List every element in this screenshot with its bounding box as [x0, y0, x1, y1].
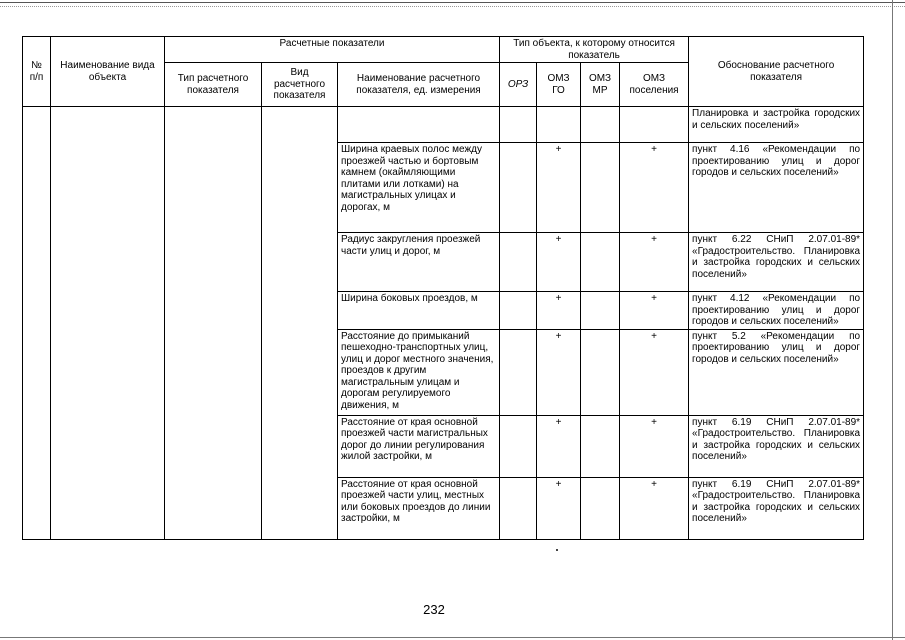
cell-omz-settlement: + [620, 292, 689, 330]
cell-orz [500, 415, 537, 477]
cell-omz-go: + [537, 415, 581, 477]
cell-omz-go: + [537, 292, 581, 330]
cell-justification: пункт 6.22 СНиП 2.07.01-89* «Градостроительство. Планировка и застройка городских и сельских поселений» [689, 233, 864, 292]
cell-orz [500, 329, 537, 415]
cell-omz-mr [581, 107, 620, 143]
cell-omz-settlement [620, 107, 689, 143]
cell-omz-mr [581, 143, 620, 233]
cell-omz-go: + [537, 233, 581, 292]
cell-orz [500, 107, 537, 143]
cell-omz-mr [581, 477, 620, 539]
cell-object-name [51, 107, 165, 540]
cell-omz-go: + [537, 329, 581, 415]
cell-calc-kind [262, 107, 338, 540]
cell-orz [500, 233, 537, 292]
cell-omz-settlement: + [620, 329, 689, 415]
cell-justification: пункт 6.19 СНиП 2.07.01-89* «Градостроительство. Планировка и застройка городских и сельских поселений» [689, 415, 864, 477]
scan-edge-top [0, 2, 905, 3]
scan-edge-right [892, 0, 893, 640]
cell-orz [500, 477, 537, 539]
cell-calc-type [165, 107, 262, 540]
header-indicator-name: Наименование расчетного показателя, ед. измерения [338, 63, 500, 107]
scan-edge-dotted [0, 6, 905, 7]
header-num: № п/п [23, 37, 51, 107]
norms-table [22, 36, 864, 540]
cell-indicator-name: Ширина боковых проездов, м [338, 292, 500, 330]
cell-indicator-name: Ширина краевых полос между проезжей частью и бортовым камнем (окаймляющими плитами или лотками) на магистральных улицах и дорогах, м [338, 143, 500, 233]
cell-orz [500, 143, 537, 233]
cell-omz-go: + [537, 477, 581, 539]
cell-omz-settlement: + [620, 415, 689, 477]
cell-omz-mr [581, 233, 620, 292]
header-omz-mr: ОМЗ МР [581, 63, 620, 107]
cell-justification: пункт 6.19 СНиП 2.07.01-89* «Градостроительство. Планировка и застройка городских и сельских поселений» [689, 477, 864, 539]
cell-justification: пункт 4.12 «Рекомендации по проектированию улиц и дорог городов и сельских поселений» [689, 292, 864, 330]
page-number: 232 [423, 602, 445, 617]
cell-indicator-name: Расстояние до примыканий пешеходно-транспортных улиц, улиц и дорог местного значения, проездов к другим магистральным улицам и дорогам регулируемого движения, м [338, 329, 500, 415]
header-omz-settlement: ОМЗ поселения [620, 63, 689, 107]
cell-omz-settlement: + [620, 477, 689, 539]
cell-omz-go: + [537, 143, 581, 233]
header-object-type: Тип объекта, к которому относится показатель [500, 37, 689, 63]
cell-justification: Планировка и застройка городских и сельских поселений» [689, 107, 864, 143]
cell-omz-mr [581, 329, 620, 415]
scan-speck [556, 549, 558, 551]
cell-justification: пункт 4.16 «Рекомендации по проектированию улиц и дорог городов и сельских поселений» [689, 143, 864, 233]
cell-justification: пункт 5.2 «Рекомендации по проектированию улиц и дорог городов и сельских поселений» [689, 329, 864, 415]
table-row [23, 107, 864, 143]
cell-omz-go [537, 107, 581, 143]
header-calc-kind: Вид расчетного показателя [262, 63, 338, 107]
scan-edge-bottom [0, 637, 905, 638]
header-justification: Обоснование расчетного показателя [689, 37, 864, 107]
cell-num [23, 107, 51, 540]
cell-indicator-name: Расстояние от края основной проезжей части магистральных дорог до линии регулирования жилой застройки, м [338, 415, 500, 477]
header-row-1 [23, 37, 864, 63]
cell-omz-settlement: + [620, 233, 689, 292]
header-orz: ОРЗ [500, 63, 537, 107]
cell-indicator-name [338, 107, 500, 143]
header-calc-indicators: Расчетные показатели [165, 37, 500, 63]
cell-indicator-name: Радиус закругления проезжей части улиц и дорог, м [338, 233, 500, 292]
cell-omz-mr [581, 292, 620, 330]
cell-omz-mr [581, 415, 620, 477]
cell-omz-settlement: + [620, 143, 689, 233]
cell-indicator-name: Расстояние от края основной проезжей части улиц, местных или боковых проездов до линии застройки, м [338, 477, 500, 539]
cell-orz [500, 292, 537, 330]
header-object-name: Наименование вида объекта [51, 37, 165, 107]
header-calc-type: Тип расчетного показателя [165, 63, 262, 107]
header-omz-go: ОМЗ ГО [537, 63, 581, 107]
